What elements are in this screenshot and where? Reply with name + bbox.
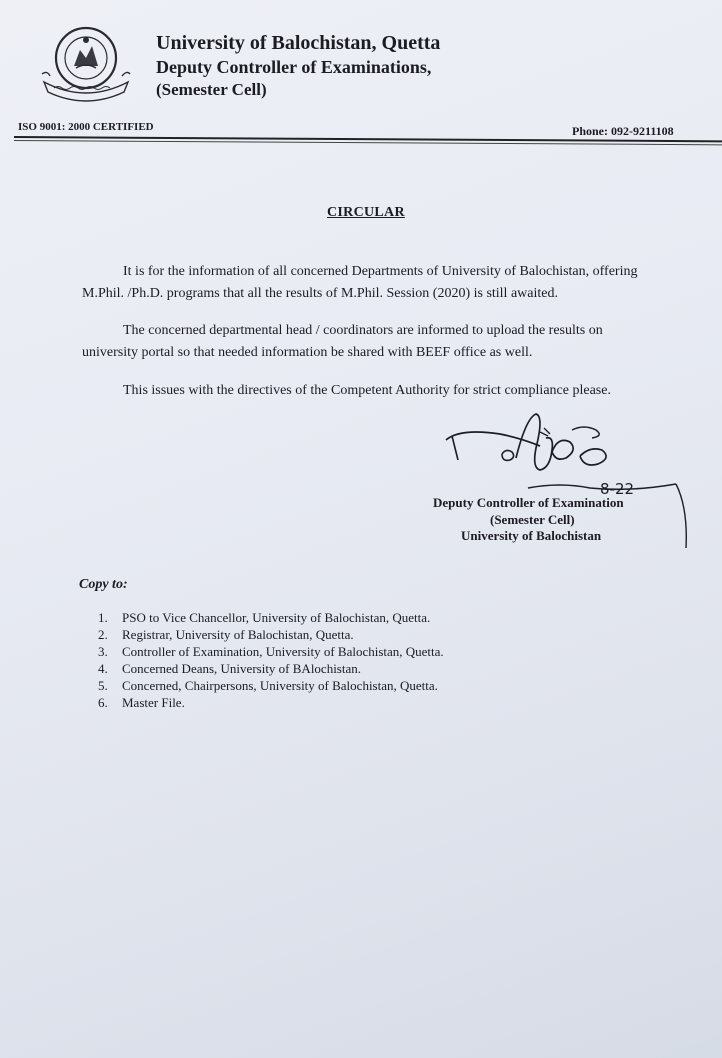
list-item-number: 3. [98,644,108,659]
list-item [98,694,444,711]
university-seal-logo [38,20,134,102]
copy-to-heading: Copy to: [79,577,128,592]
paragraph-1-line-2: M.Phil. /Ph.D. programs that all the results of M.Phil. Session (2020) is still awaited. [82,286,558,301]
signatory-cell: (Semester Cell) [490,512,575,527]
list-item-text: Master File. [122,695,185,710]
paragraph-2-line-2: university portal so that needed information be shared with BEEF office as well. [82,345,533,360]
paragraph-2-line-1: The concerned departmental head / coordinators are informed to upload the results on [123,323,603,338]
list-item-text: Concerned Deans, University of BAlochistan. [122,661,362,676]
signatory-title: Deputy Controller of Examination [433,495,624,510]
signature-date: 8-22 [600,480,635,498]
signatory-university: University of Balochistan [461,528,602,543]
list-item-text: Concerned, Chairpersons, University of Balochistan, Quetta. [122,678,438,693]
list-item-number: 5. [98,678,108,693]
phone-number: Phone: 092-9211108 [572,124,674,138]
list-item-text: Controller of Examination, University of Balochistan, Quetta. [122,644,444,659]
document-title: CIRCULAR [327,205,405,220]
list-item-text: Registrar, University of Balochistan, Quetta. [122,627,354,642]
paragraph-3: This issues with the directives of the Competent Authority for strict compliance please. [123,383,611,398]
list-item [98,626,444,643]
list-item-number: 6. [98,695,108,710]
list-item-number: 4. [98,661,108,676]
list-item-number: 2. [98,627,108,642]
iso-certification: ISO 9001: 2000 CERTIFIED [18,121,154,133]
university-name: University of Balochistan, Quetta [156,32,441,54]
list-item-number: 1. [98,610,108,625]
office-name: Deputy Controller of Examinations, [156,57,432,77]
copy-to-list [98,609,444,711]
list-item [98,609,444,626]
list-item [98,677,444,694]
list-item-text: PSO to Vice Chancellor, University of Balochistan, Quetta. [122,610,431,625]
list-item [98,643,444,660]
paragraph-1-line-1: It is for the information of all concerned Departments of University of Balochistan, offering [123,264,638,279]
list-item [98,660,444,677]
cell-name: (Semester Cell) [156,80,267,99]
